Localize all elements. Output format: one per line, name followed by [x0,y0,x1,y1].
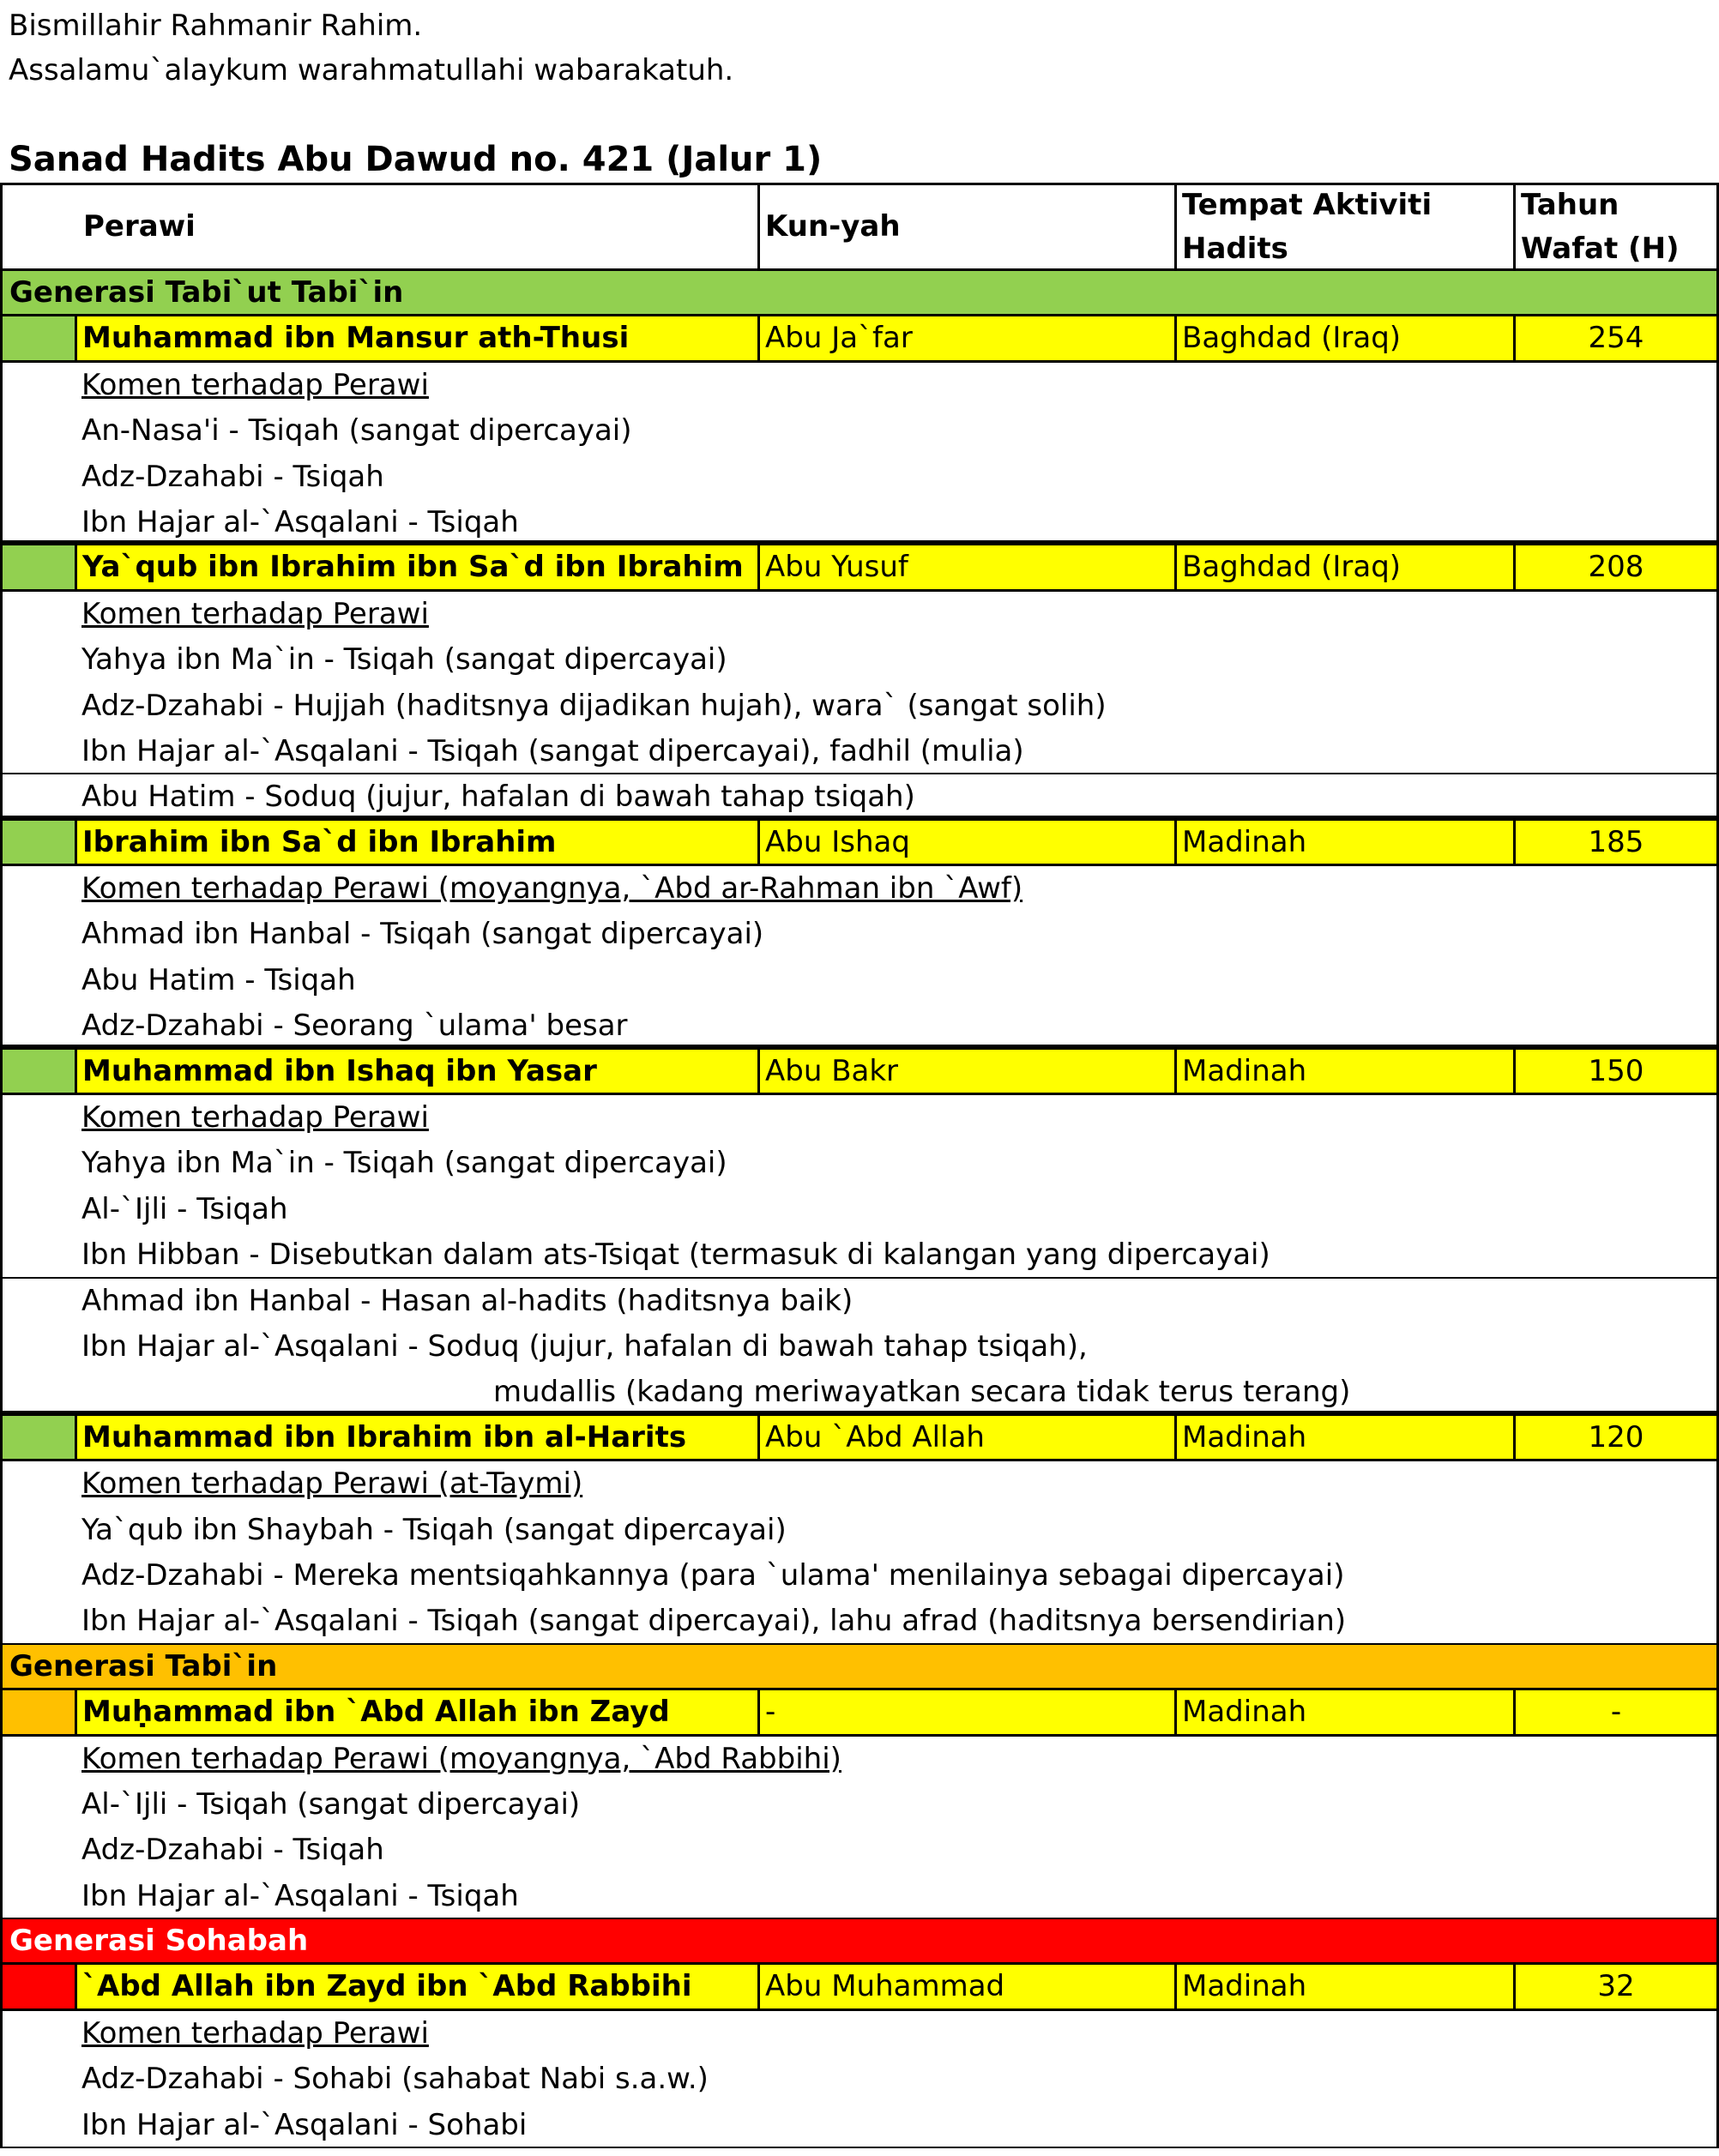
header-perawi: Perawi [83,209,196,244]
header-kunyah: Kun-yah [757,185,1174,268]
comment-line: Abu Hatim - Tsiqah [0,958,1719,1003]
comment-line: Ibn Hajar al-`Asqalani - Tsiqah (sangat dipercayai), lahu afrad (haditsnya bersendirian) [0,1599,1719,1644]
narrator-name: Muhammad ibn Ibrahim ibn al-Harits [82,1419,687,1454]
narrator-name: Muhammad ibn Mansur ath-Thusi [82,321,630,356]
comment-line: Adz-Dzahabi - Tsiqah [0,1828,1719,1873]
narrator-name: Muḥammad ibn `Abd Allah ibn Zayd [82,1695,670,1730]
comment-line: Adz-Dzahabi - Tsiqah [0,455,1719,500]
comment-heading: Komen terhadap Perawi [0,592,1719,637]
narrator-name: `Abd Allah ibn Zayd ibn `Abd Rabbihi [82,1969,692,2004]
comment-line: Ibn Hajar al-`Asqalani - Sohabi [0,2103,1719,2148]
narrator-row [0,1690,1719,1736]
comment-line: Ahmad ibn Hanbal - Tsiqah (sangat dipercayai) [0,912,1719,957]
comment-line: Al-`Ijli - Tsiqah (sangat dipercayai) [0,1782,1719,1828]
narrator-row [0,1416,1719,1461]
page-title: Sanad Hadits Abu Dawud no. 421 (Jalur 1) [9,140,823,179]
narrator-row [0,1050,1719,1095]
narrator-row [0,1965,1719,2010]
generation-marker [3,1690,77,1733]
header-tahun: Tahun Wafat (H) [1513,185,1716,268]
greeting-line-2: Assalamu`alaykum warahmatullahi wabarakatuh. [9,53,734,87]
narrator-kunyah: - [757,1690,1174,1733]
sanad-table [0,183,1719,2148]
narrator-place: Madinah [1174,821,1513,864]
narrator-kunyah: Abu Muhammad [757,1965,1174,2008]
narrator-kunyah: Abu Ishaq [757,821,1174,864]
comment-heading: Komen terhadap Perawi (moyangnya, `Abd Rabbihi) [0,1737,1719,1782]
narrator-place: Madinah [1174,1050,1513,1093]
narrator-row [0,545,1719,591]
header-tempat: Tempat Aktiviti Hadits [1174,185,1513,268]
comment-heading: Komen terhadap Perawi (at-Taymi) [0,1461,1719,1507]
comment-line: Ya`qub ibn Shaybah - Tsiqah (sangat dipercayai) [0,1508,1719,1553]
comment-line: Adz-Dzahabi - Sohabi (sahabat Nabi s.a.w.) [0,2057,1719,2102]
comment-heading: Komen terhadap Perawi [0,363,1719,408]
narrator-death-year: 208 [1513,545,1716,588]
narrator-name: Ya`qub ibn Ibrahim ibn Sa`d ibn Ibrahim [82,550,744,585]
comment-line: Adz-Dzahabi - Mereka mentsiqahkannya (para `ulama' menilainya sebagai dipercayai) [0,1553,1719,1599]
narrator-place: Madinah [1174,1690,1513,1733]
narrator-death-year: 254 [1513,316,1716,359]
comment-heading: Komen terhadap Perawi [0,2011,1719,2057]
comment-line: Yahya ibn Ma`in - Tsiqah (sangat dipercayai) [0,637,1719,683]
generation-marker [3,1050,77,1093]
narrator-death-year: 185 [1513,821,1716,864]
narrator-place: Baghdad (Iraq) [1174,316,1513,359]
narrator-death-year: 120 [1513,1416,1716,1459]
table-header [0,183,1719,271]
narrator-kunyah: Abu Bakr [757,1050,1174,1093]
comment-line: Ibn Hajar al-`Asqalani - Tsiqah [0,500,1719,545]
narrator-row [0,316,1719,362]
generation-tabiin: Generasi Tabi`in [0,1645,1719,1690]
narrator-death-year: 32 [1513,1965,1716,2008]
generation-marker [3,1965,77,2008]
narrator-kunyah: Abu Yusuf [757,545,1174,588]
comment-line: Ibn Hibban - Disebutkan dalam ats-Tsiqat (termasuk di kalangan yang dipercayai) [0,1232,1719,1278]
comment-line: Ibn Hajar al-`Asqalani - Soduq (jujur, hafalan di bawah tahap tsiqah), [0,1324,1719,1370]
comment-line: Adz-Dzahabi - Hujjah (haditsnya dijadikan hujah), wara` (sangat solih) [0,684,1719,729]
narrator-name: Muhammad ibn Ishaq ibn Yasar [82,1053,597,1088]
comment-line: Abu Hatim - Soduq (jujur, hafalan di bawah tahap tsiqah) [0,774,1719,820]
comment-heading: Komen terhadap Perawi [0,1095,1719,1141]
comment-line: Yahya ibn Ma`in - Tsiqah (sangat dipercayai) [0,1141,1719,1186]
generation-marker [3,1416,77,1459]
narrator-death-year: - [1513,1690,1716,1733]
narrator-kunyah: Abu Ja`far [757,316,1174,359]
narrator-place: Baghdad (Iraq) [1174,545,1513,588]
comment-line: Adz-Dzahabi - Seorang `ulama' besar [0,1003,1719,1049]
narrator-name: Ibrahim ibn Sa`d ibn Ibrahim [82,824,557,859]
comment-heading: Komen terhadap Perawi (moyangnya, `Abd ar-Rahman ibn `Awf) [0,866,1719,912]
generation-marker [3,821,77,864]
comment-line: mudallis (kadang meriwayatkan secara tidak terus terang) [0,1370,1719,1415]
narrator-kunyah: Abu `Abd Allah [757,1416,1174,1459]
narrator-death-year: 150 [1513,1050,1716,1093]
generation-marker [3,316,77,359]
narrator-place: Madinah [1174,1965,1513,2008]
generation-tabiut-tabiin: Generasi Tabi`ut Tabi`in [0,271,1719,316]
narrator-place: Madinah [1174,1416,1513,1459]
comment-line: Ibn Hajar al-`Asqalani - Tsiqah (sangat dipercayai), fadhil (mulia) [0,729,1719,774]
narrator-row [0,821,1719,866]
comment-line: An-Nasa'i - Tsiqah (sangat dipercayai) [0,408,1719,454]
generation-sohabah: Generasi Sohabah [0,1919,1719,1965]
generation-marker [3,545,77,588]
comment-line: Ibn Hajar al-`Asqalani - Tsiqah [0,1874,1719,1919]
comment-line: Ahmad ibn Hanbal - Hasan al-hadits (haditsnya baik) [0,1279,1719,1324]
greeting-line-1: Bismillahir Rahmanir Rahim. [9,9,423,43]
comment-line: Al-`Ijli - Tsiqah [0,1187,1719,1232]
